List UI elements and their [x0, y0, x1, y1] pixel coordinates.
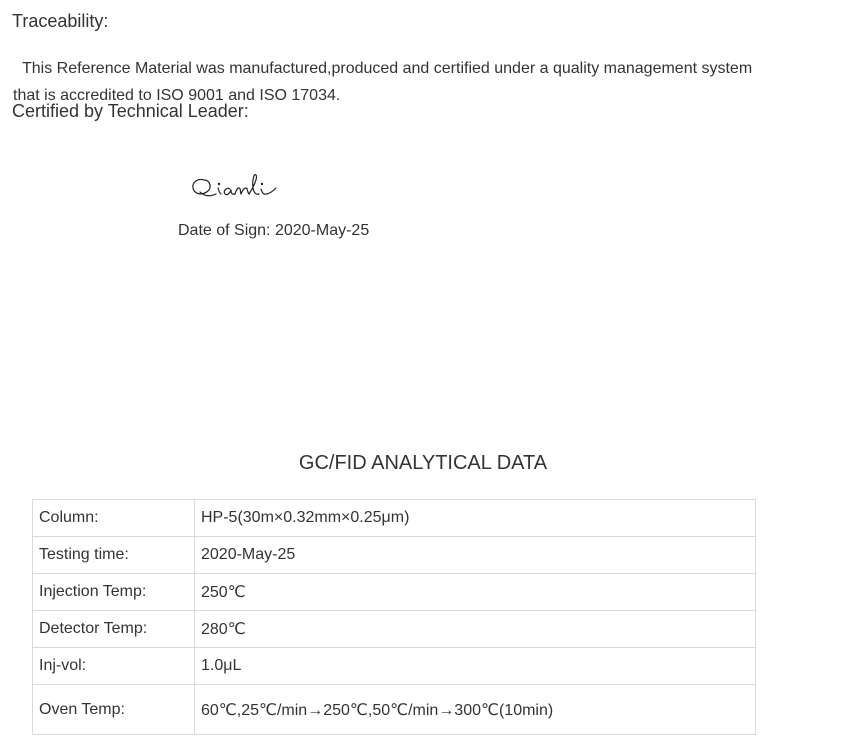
traceability-statement-line-1: This Reference Material was manufactured,produced and certified under a quality management system [22, 60, 753, 77]
row-value: 60℃,25℃/min→250℃,50℃/min→300℃(10min) [195, 685, 756, 735]
row-label: Injection Temp: [33, 574, 195, 611]
row-value: 250℃ [195, 574, 756, 611]
table-row [33, 685, 756, 735]
row-label: Inj-vol: [33, 648, 195, 685]
row-value: 2020-May-25 [195, 537, 756, 574]
gc-fid-analytical-title: GC/FID ANALYTICAL DATA [298, 452, 548, 474]
traceability-heading: Traceability: [12, 11, 109, 31]
row-label: Testing time: [33, 537, 195, 574]
table-row [33, 611, 756, 648]
row-value: HP-5(30m×0.32mm×0.25μm) [195, 500, 756, 537]
traceability-statement-line-2: that is accredited to ISO 9001 and ISO 17034. [13, 87, 341, 104]
table-row [33, 648, 756, 685]
analytical-data-table [32, 499, 756, 735]
row-label: Oven Temp: [33, 685, 195, 735]
table-row [33, 574, 756, 611]
row-label: Column: [33, 500, 195, 537]
table-row [33, 537, 756, 574]
date-of-sign: Date of Sign: 2020-May-25 [178, 222, 370, 239]
row-value: 1.0μL [195, 648, 756, 685]
certified-by-heading: Certified by Technical Leader: [12, 101, 249, 121]
handwritten-signature [188, 166, 284, 206]
row-label: Detector Temp: [33, 611, 195, 648]
row-value: 280℃ [195, 611, 756, 648]
table-row [33, 500, 756, 537]
